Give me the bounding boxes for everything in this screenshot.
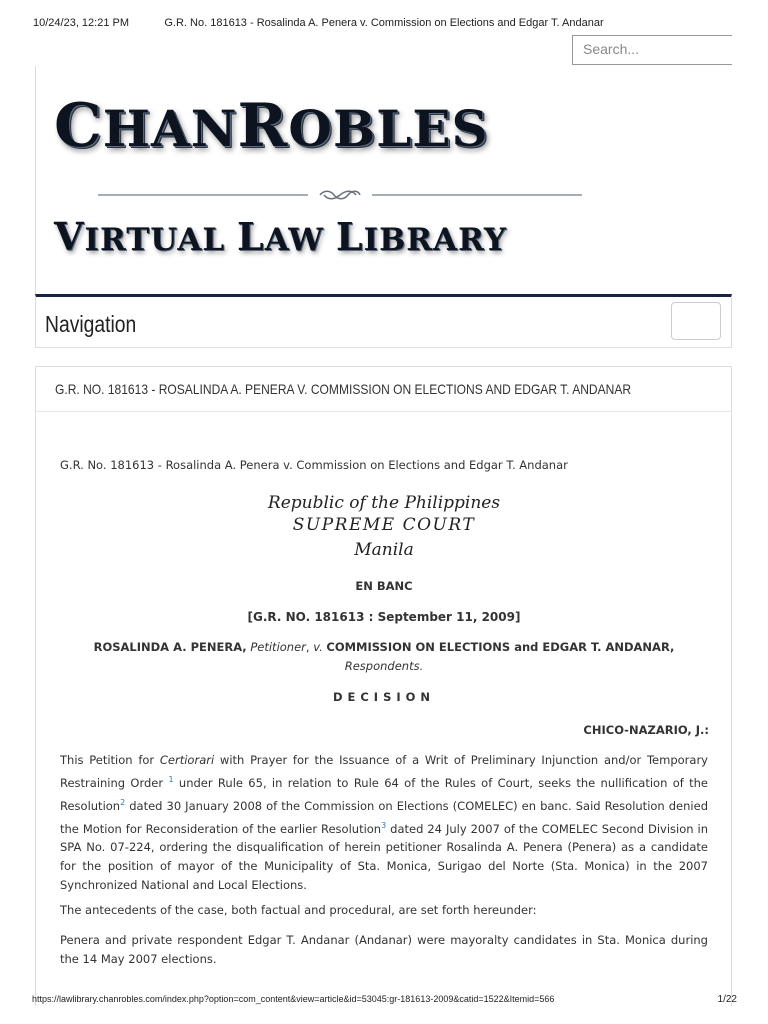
court-heading: SUPREME COURT (292, 515, 476, 535)
navigation-label[interactable]: Navigation (45, 311, 137, 337)
article-panel (35, 366, 732, 1006)
case-parties: ROSALINDA A. PENERA, Petitioner, v. COMMISSION ON ELECTIONS and EDGAR T. ANDANAR, (93, 640, 675, 654)
case-intro: G.R. No. 181613 - Rosalinda A. Penera v. Commission on Elections and Edgar T. Andanar (60, 458, 568, 472)
en-banc-label: EN BANC (355, 579, 413, 593)
print-title: G.R. No. 181613 - Rosalinda A. Penera v. Commission on Elections and Edgar T. Andanar (164, 17, 604, 29)
city-heading: Manila (354, 540, 414, 560)
print-header (0, 17, 768, 31)
logo-divider-ornament (98, 190, 582, 200)
site-logo[interactable] (35, 66, 733, 294)
respondents-label: Respondents. (344, 659, 424, 673)
search-input[interactable]: Search... (572, 35, 732, 65)
print-url: https://lawlibrary.chanrobles.com/index.php?option=com_content&view=article&id=53045:gr-181613-2009&catid=1522&Itemid=566 (32, 994, 555, 1004)
republic-heading: Republic of the Philippines (267, 493, 501, 513)
decision-label: DECISION (332, 690, 436, 704)
paragraph: Penera and private respondent Edgar T. Andanar (Andanar) were mayoralty candidates in Sta. Monica during the 14 May 2007 elections. (60, 933, 708, 966)
logo-chanrobles: CHANROBLES (54, 91, 489, 161)
footnote-link[interactable]: 3 (381, 820, 387, 830)
print-datetime: 10/24/23, 12:21 PM (33, 17, 130, 29)
logo-virtual-law-library: VIRTUAL LAW LIBRARY (54, 214, 508, 259)
paragraph: The antecedents of the case, both factual and procedural, are set forth hereunder: (60, 903, 537, 917)
paragraph: This Petition for Certiorari with Prayer for the Issuance of a Writ of Preliminary Injunction and/or Temporary Restraining Order $^1$ under Rule 65, in relation to Rule 64 of the Rules of Court, seeks the nullification of the Resolution$^2$ dated 30 January 2008 of the Commission on Elections (COMELEC) en banc. Said Resolution denied the Motion for Reconsideration of the earlier Resolution$^3$ dated 24 July 2007 of the COMELEC Second Division in SPA No. 07-224, ordering the disqualification of herein petitioner Rosalinda A. Penera (Penera) as a candidate for the position of mayor of the Municipality of Sta. Monica, Surigao del Norte (Sta. Monica) in the 2007 Synchronized National and Local Elections. (60, 753, 708, 893)
footnote-link[interactable]: 2 (120, 797, 126, 807)
menu-toggle-button[interactable] (671, 302, 721, 340)
page-number: 1/22 (717, 994, 737, 1005)
print-footer (0, 994, 768, 1008)
ponente: CHICO-NAZARIO, J.: (583, 723, 709, 737)
footnote-link[interactable]: 1 (168, 775, 174, 784)
article-title: G.R. NO. 181613 - ROSALINDA A. PENERA V. COMMISSION ON ELECTIONS AND EDGAR T. ANDANAR (55, 381, 632, 397)
article-heading (36, 367, 731, 412)
navigation-bar (35, 294, 732, 348)
gr-number: [G.R. NO. 181613 : September 11, 2009] (247, 610, 521, 624)
